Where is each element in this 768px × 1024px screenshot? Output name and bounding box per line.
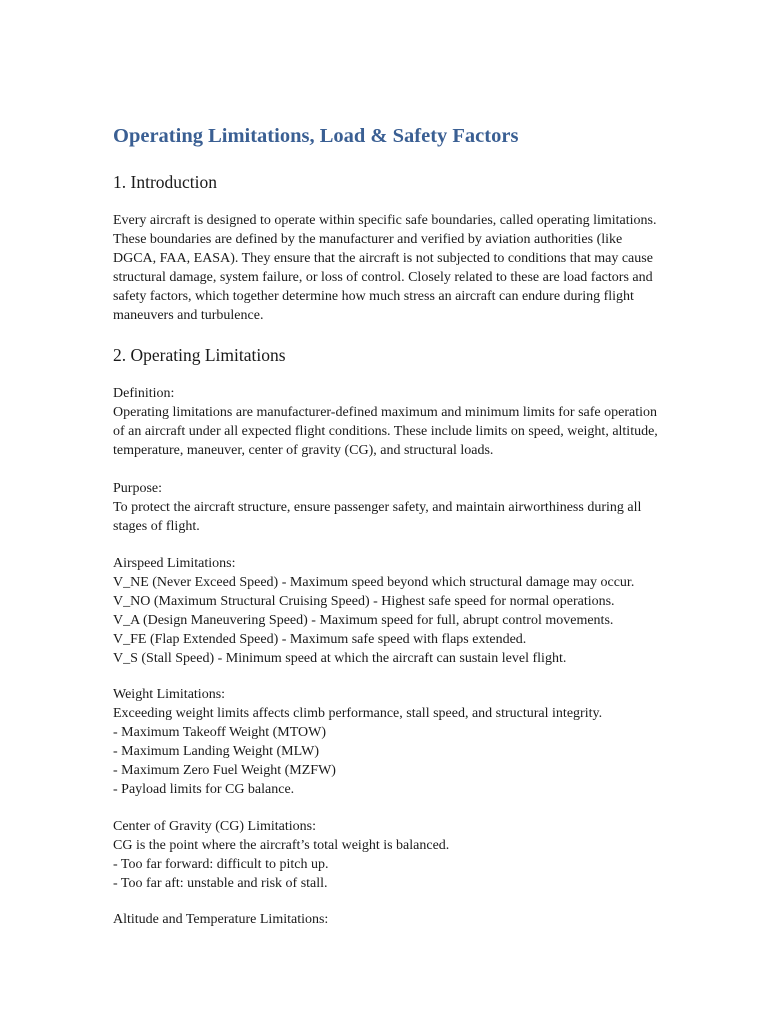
weight-limitations-block <box>113 685 658 799</box>
paragraph-line: DGCA, FAA, EASA). They ensure that the aircraft is not subjected to conditions that may cause <box>113 251 653 266</box>
cg-line: - Too far forward: difficult to pitch up. <box>113 857 329 872</box>
cg-label: Center of Gravity (CG) Limitations: <box>113 819 316 834</box>
weight-line: - Maximum Landing Weight (MLW) <box>113 744 319 759</box>
section-heading-introduction: 1. Introduction <box>113 172 218 192</box>
airspeed-line: V_FE (Flap Extended Speed) - Maximum safe speed with flaps extended. <box>113 632 527 647</box>
section-heading-operating-limitations: 2. Operating Limitations <box>113 345 286 365</box>
weight-line: - Maximum Zero Fuel Weight (MZFW) <box>113 763 336 778</box>
weight-line: - Maximum Takeoff Weight (MTOW) <box>113 725 327 740</box>
airspeed-line: V_A (Design Maneuvering Speed) - Maximum speed for full, abrupt control movements. <box>113 613 614 628</box>
weight-label: Weight Limitations: <box>113 687 226 702</box>
purpose-block <box>113 479 658 536</box>
document-title: Operating Limitations, Load & Safety Factors <box>113 125 519 147</box>
paragraph-line: Every aircraft is designed to operate within specific safe boundaries, called operating limitations. <box>113 213 657 228</box>
airspeed-label: Airspeed Limitations: <box>113 556 236 571</box>
purpose-label: Purpose: <box>113 481 162 496</box>
airspeed-limitations-block <box>113 554 658 668</box>
airspeed-line: V_NO (Maximum Structural Cruising Speed) - Highest safe speed for normal operations. <box>113 594 615 609</box>
airspeed-line: V_S (Stall Speed) - Minimum speed at which the aircraft can sustain level flight. <box>113 651 567 666</box>
cg-limitations-block <box>113 817 658 893</box>
paragraph-line: maneuvers and turbulence. <box>113 308 264 323</box>
paragraph-line: These boundaries are defined by the manufacturer and verified by aviation authorities (like <box>113 232 623 247</box>
definition-line: temperature, maneuver, center of gravity (CG), and structural loads. <box>113 443 494 458</box>
definition-line: of an aircraft under all expected flight conditions. These include limits on speed, weight, altitude, <box>113 424 658 439</box>
introduction-paragraph <box>113 211 658 325</box>
purpose-line: stages of flight. <box>113 519 200 534</box>
weight-line: Exceeding weight limits affects climb performance, stall speed, and structural integrity. <box>113 706 603 721</box>
airspeed-line: V_NE (Never Exceed Speed) - Maximum speed beyond which structural damage may occur. <box>113 575 635 590</box>
definition-label: Definition: <box>113 386 175 401</box>
cg-line: - Too far aft: unstable and risk of stall. <box>113 876 328 891</box>
purpose-line: To protect the aircraft structure, ensure passenger safety, and maintain airworthiness during all <box>113 500 642 515</box>
paragraph-line: structural damage, system failure, or loss of control. Closely related to these are load factors and <box>113 270 653 285</box>
weight-line: - Payload limits for CG balance. <box>113 782 295 797</box>
paragraph-line: safety factors, which together determine how much stress an aircraft can endure during flight <box>113 289 634 304</box>
cg-line: CG is the point where the aircraft’s total weight is balanced. <box>113 838 450 853</box>
altitude-temperature-block <box>113 910 658 929</box>
definition-line: Operating limitations are manufacturer-defined maximum and minimum limits for safe operation <box>113 405 658 420</box>
altitude-label: Altitude and Temperature Limitations: <box>113 912 329 927</box>
definition-block <box>113 384 658 460</box>
